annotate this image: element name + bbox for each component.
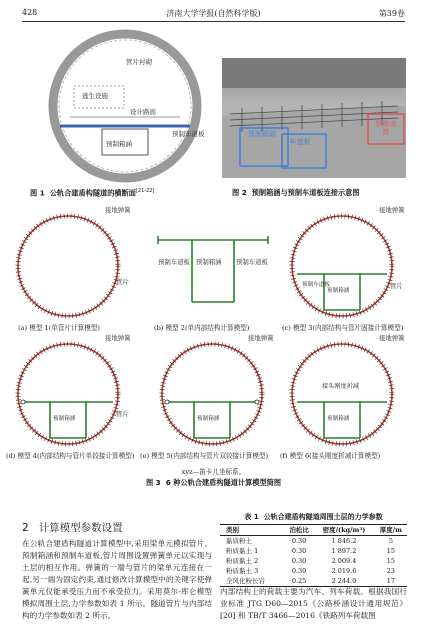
figure-1 bbox=[30, 26, 220, 186]
fig1-caption: 图 1 公轨合建盾构隧道的横断面[21-22] bbox=[30, 188, 155, 198]
panel-f-spring-label: 接地弹簧 bbox=[379, 334, 405, 342]
panel-b-deck-left: 预制车道板 bbox=[158, 258, 190, 266]
panel-d-box: 预制箱涵 bbox=[53, 416, 76, 422]
header-rule bbox=[22, 21, 405, 22]
table-row: 黏质粉土 0.30 1 846.2 5 bbox=[226, 537, 393, 545]
fig3-caption: 图 3 6 种公轨合建盾构隧道计算模型简图 bbox=[145, 478, 282, 487]
panel-b-caption: (b) 模型 2(单内部结构计算模型) bbox=[154, 324, 250, 332]
section-heading: 2 计算模型参数设置 bbox=[22, 522, 123, 534]
table-header: 厚度/m bbox=[375, 525, 407, 536]
fig2-label-box: 预制箱涵 bbox=[248, 130, 276, 138]
table-row: 粉质黏土 1 0.30 1 897.2 15 bbox=[226, 547, 396, 555]
axis-note: xyz—笛卡儿坐标系。 bbox=[181, 468, 246, 476]
table-row: 粉质黏土 2 0.30 2 009.4 15 bbox=[226, 557, 396, 565]
table-header-row bbox=[220, 525, 407, 536]
fig1-label-escape: 逃生设施 bbox=[82, 92, 108, 100]
panel-f bbox=[282, 330, 417, 462]
panel-c-segment-label: 管片 bbox=[390, 282, 403, 290]
panel-d bbox=[10, 330, 145, 462]
panel-d-spring-label: 接地弹簧 bbox=[105, 334, 131, 342]
panel-e-box: 预制箱涵 bbox=[197, 416, 220, 422]
panel-a bbox=[10, 202, 145, 334]
panel-e-spring-label: 接地弹簧 bbox=[248, 334, 274, 342]
panel-e-caption: (e) 模型 5(内部结构与管片双铰接计算模型) bbox=[140, 452, 269, 460]
fig2-caption: 图 2 预制箱涵与预制车道板连接示意图 bbox=[232, 188, 360, 197]
table1-caption: 表 1 公轨合建盾构隧道周围土层的力学参数 bbox=[244, 513, 383, 521]
panel-a-segment-label: 管片 bbox=[116, 278, 129, 286]
panel-f-caption: (f) 模型 6(接头刚度折减计算模型) bbox=[280, 452, 381, 460]
tunnel-cross-section bbox=[30, 26, 220, 186]
panel-b bbox=[148, 202, 278, 334]
panel-a-caption: (a) 模型 1(单管片计算模型) bbox=[18, 324, 100, 332]
table-row: 粉质黏土 3 0.30 2 019.6 23 bbox=[226, 567, 396, 575]
panel-c-box: 预制箱涵 bbox=[327, 288, 350, 294]
table-header: 密度/(kg/m³) bbox=[313, 525, 375, 536]
panel-c-deck-left: 预制车道板 bbox=[302, 282, 330, 288]
table1 bbox=[220, 524, 407, 587]
panel-b-deck-right: 预制车道板 bbox=[236, 258, 268, 266]
rebar-photo bbox=[222, 58, 406, 178]
table-row: 全风化粉长岩 0.25 2 244.0 17 bbox=[220, 576, 407, 587]
panel-f-joint-label: 接头刚度折减 bbox=[322, 383, 360, 390]
fig1-label-design: 设计路面 bbox=[130, 108, 156, 116]
panel-d-caption: (d) 模型 4(内部结构与管片单铰接计算模型) bbox=[6, 452, 135, 460]
fig1-label-lining: 管片衬砌 bbox=[126, 58, 152, 66]
section-paragraph: 在公轨合建盾构隧道计算模型中,采用梁单元模拟管片、预制箱涵和预制车道板,管片周围设置弹簧单元以实现与土层的相互作用。弹簧的一端与管片的梁单元连接在一起,另一端为固定约束,通过修改计算模型中的关键字使弹簧单元仅能承受压力而不承受拉力。采用莫尔-库仑模型模拟周围土层,力学参数如表 1 所示。隧道管片与内部结构的力学参数如表 2 所示。 bbox=[22, 539, 212, 620]
right-paragraph: 内部结构上的荷载主要为汽车、列车荷载。根据我国行业标准 JTG D60—2015《公路桥涵设计通用规范》[20] 和 TB/T 3466—2016《铁路列车荷载图 bbox=[220, 587, 407, 620]
panel-a-spring-label: 接地弹簧 bbox=[105, 206, 131, 214]
panel-f-box: 预制箱涵 bbox=[327, 416, 350, 422]
panel-c-caption: (c) 模型 3(内部结构与管片固接计算模型) bbox=[282, 324, 404, 332]
fig1-label-box: 预制箱涵 bbox=[106, 140, 132, 148]
page-number: 428 bbox=[22, 8, 38, 17]
table-header: 类别 bbox=[220, 525, 285, 536]
figure-2-photo bbox=[222, 58, 406, 178]
panel-c-spring-label: 接地弹簧 bbox=[379, 206, 405, 214]
volume: 第39卷 bbox=[378, 9, 405, 18]
panel-b-box-label: 预制箱涵 bbox=[196, 258, 222, 266]
panel-c bbox=[282, 202, 417, 334]
fig2-label-steel: 钢筋连接 bbox=[375, 120, 397, 136]
table-header: 泊松比 bbox=[285, 525, 313, 536]
panel-e bbox=[146, 330, 281, 462]
fig1-label-deck: 预制车道板 bbox=[172, 130, 205, 138]
fig2-label-deck: 车道板 bbox=[289, 138, 311, 146]
panel-d-segment-label: 管片 bbox=[116, 410, 129, 418]
journal-title: 济南大学学报(自然科学版) bbox=[166, 9, 261, 18]
